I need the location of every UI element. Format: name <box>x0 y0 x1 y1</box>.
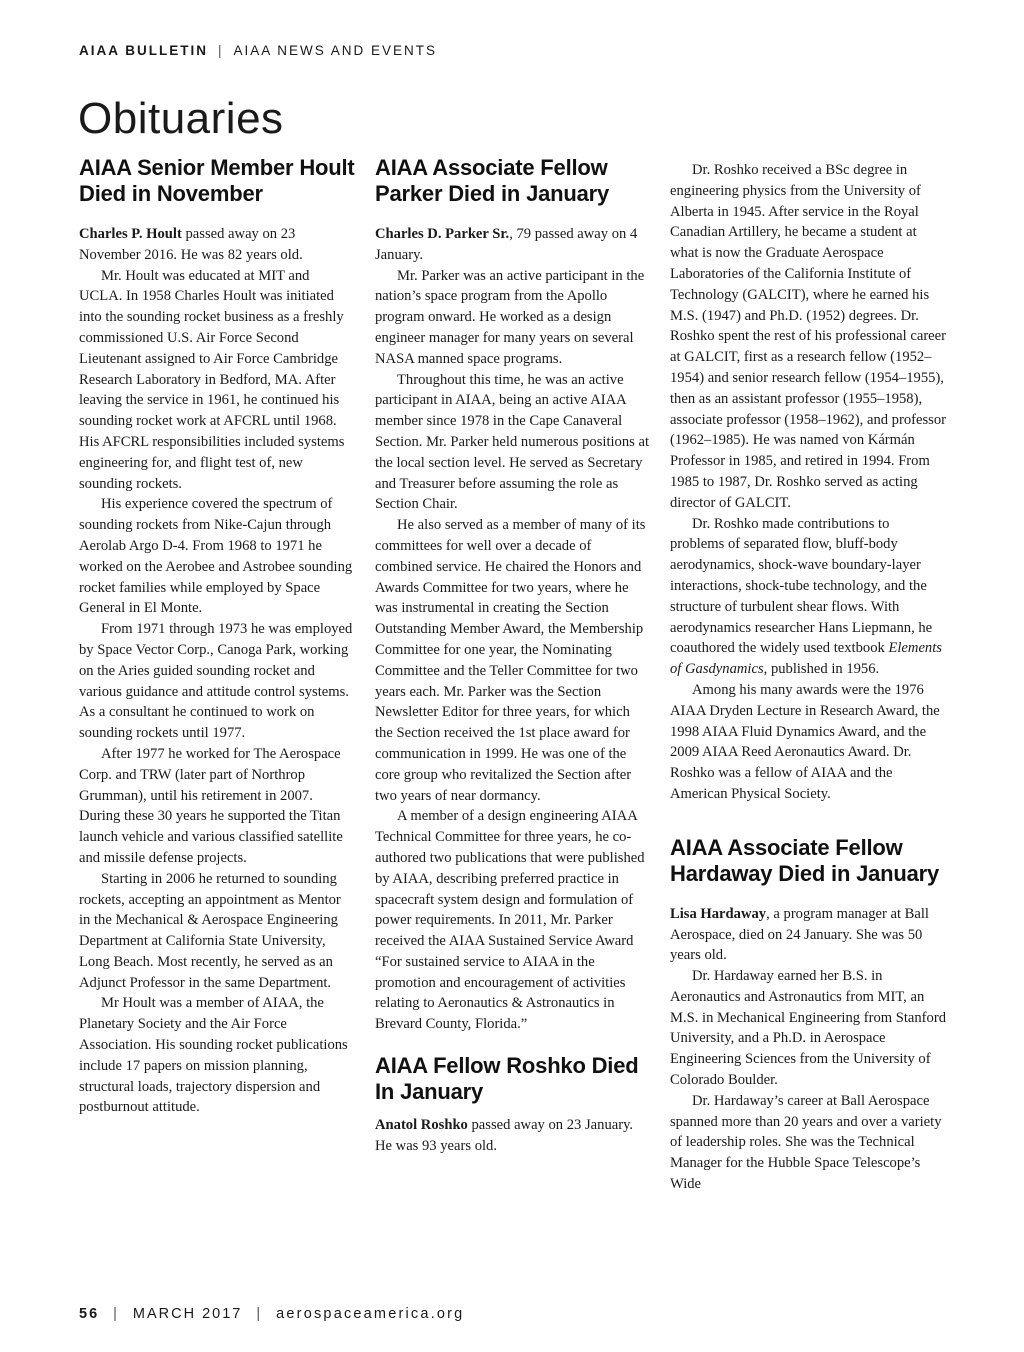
body-paragraph: He also served as a member of many of its committees for well over a decade of combined service. He chaired the Honors and Awards Committee for two years, where he was instrumental in creating the Section Outstanding Member Award, the Membership Committee for one year, the Nominating Committee and the Teller Committee for two years each. Mr. Parker was the Section Newsletter Editor for three years, for which the Section received the 1st place award for communication in 1999. He was one of the core group who revitalized the Section after two years of near dormancy. <box>375 517 646 804</box>
obituary-roshko-continued <box>670 155 946 805</box>
body-paragraph: Starting in 2006 he returned to sounding rockets, accepting an appointment as Mentor in the Mechanical & Aerospace Engineering Department at California State University, Long Beach. Most recently, he served as an Adjunct Professor in the same Department. <box>79 870 341 991</box>
obituary-parker <box>375 155 651 1035</box>
body-paragraph: Mr Hoult was a member of AIAA, the Planetary Society and the Air Force Association. His sounding rocket publications include 17 papers on mission planning, structural loads, trajectory dispersion and postburnout attitude. <box>79 995 348 1116</box>
running-header <box>79 43 437 58</box>
body-paragraph: Dr. Hardaway earned her B.S. in Aeronautics and Astronautics from MIT, an M.S. in Mechanical Engineering from Stanford University, and a Ph.D. in Aerospace Engineering Sciences from the University of Colorado Boulder. <box>670 968 946 1089</box>
column-3 <box>670 155 946 1195</box>
body-paragraph: Throughout this time, he was an active participant in AIAA, being an active AIAA member since 1978 in the Cape Canaveral Section. Mr. Parker held numerous positions at the local section level. He served as Secretary and Treasurer before assuming the role as Section Chair. <box>375 371 650 513</box>
footer-separator: | <box>256 1306 263 1322</box>
header-separator: | <box>218 43 224 58</box>
person-name: Charles D. Parker Sr. <box>375 226 510 242</box>
obituary-hardaway <box>670 835 946 1195</box>
issue-date: MARCH 2017 <box>132 1306 243 1322</box>
headline-roshko: AIAA Fellow Roshko Died In January <box>375 1053 639 1105</box>
headline-hoult: AIAA Senior Member Hoult Died in November <box>79 155 355 206</box>
body-paragraph: A member of a design engineering AIAA Technical Committee for three years, he co-authored two publications that were published by AIAA, describing preferred practice in spacecraft system design and formulation of power requirements. In 2011, Mr. Parker received the AIAA Sustained Service Award “For sustained service to AIAA in the promotion and encouragement of activities relating to Aeronautics & Astronautics in Brevard County, Florida.” <box>375 808 645 1033</box>
body-paragraph: Mr. Hoult was educated at MIT and UCLA. In 1958 Charles Hoult was initiated into the sounding rocket business as a freshly commissioned U.S. Air Force Second Lieutenant assigned to Air Force Cambridge Research Laboratory in Bedford, MA. After leaving the service in 1961, he continued his sounding rocket work at AFCRL until 1968. His AFCRL responsibilities included systems engineering for, and flight test of, new sounding rockets. <box>79 267 345 492</box>
body-paragraph: After 1977 he worked for The Aerospace Corp. and TRW (later part of Northrop Grumman), until his retirement in 2007. During these 30 years he supported the Titan launch vehicle and various classified satellite and missile defense projects. <box>79 745 343 866</box>
body-paragraph: Dr. Hardaway’s career at Ball Aerospace spanned more than 20 years and over a variety of leadership roles. She was the Technical Manager for the Hubble Space Telescope’s Wide <box>670 1092 942 1193</box>
page-title: Obituaries <box>78 94 284 143</box>
page-footer <box>79 1306 464 1322</box>
book-title: Elements of Gasdynamics <box>670 640 942 678</box>
column-2 <box>375 155 651 1157</box>
body-paragraph: Dr. Roshko received a BSc degree in engineering physics from the University of Alberta in 1945. After service in the Royal Canadian Artillery, he became a student at what is now the Graduate Aerospace Laboratories of the California Institute of Technology (GALCIT), where he earned his M.S. (1947) and Ph.D. (1952) degrees. Dr. Roshko spent the rest of his professional career at GALCIT, first as a research fellow (1952–1954) and senior research fellow (1954–1955), then as an assistant professor (1955–1958), associate professor (1958–1962), and professor (1962–1985). He was named von Kármán Professor in 1985, and retired in 1994. From 1985 to 1987, Dr. Roshko served as acting director of GALCIT. <box>670 162 946 511</box>
body-paragraph: From 1971 through 1973 he was employed by Space Vector Corp., Canoga Park, working on the Aries guided sounding rocket and various guidance and attitude control systems. As a consultant he continued to work on sounding rockets until 1977. <box>79 621 353 742</box>
website-url: aerospaceamerica.org <box>276 1306 465 1322</box>
person-name: Anatol Roshko <box>375 1117 468 1134</box>
body-paragraph: Mr. Parker was an active participant in the nation’s space program from the Apollo program onward. He worked as a design engineer manager for many years on several NASA manned space programs. <box>375 267 645 367</box>
person-name: Lisa Hardaway <box>670 905 767 922</box>
obituary-hoult <box>79 155 355 1118</box>
page-number: 56 <box>79 1306 100 1322</box>
lead-paragraph: Lisa Hardaway, a program manager at Ball Aerospace, died on 24 January. She was 50 years old. <box>670 905 929 964</box>
obituary-roshko-start <box>375 1053 651 1157</box>
section-name: AIAA NEWS AND EVENTS <box>233 43 438 58</box>
person-name: Charles P. Hoult <box>79 226 182 242</box>
headline-parker: AIAA Associate Fellow Parker Died in January <box>375 155 610 206</box>
lead-paragraph: Charles P. Hoult passed away on 23 November 2016. He was 82 years old. <box>79 226 303 263</box>
lead-paragraph: Charles D. Parker Sr., 79 passed away on 4 January. <box>375 226 638 263</box>
publication-name: AIAA BULLETIN <box>79 43 208 58</box>
body-paragraph: Dr. Roshko made contributions to problems of separated flow, bluff-body aerodynamics, shock-wave boundary-layer interactions, shock-tube technology, and the structure of turbulent shear flows. With aerodynamics researcher Hans Liepmann, he coauthored the widely used textbook Elements of Gasdynamics, published in 1956. <box>670 515 942 678</box>
lead-paragraph: Anatol Roshko passed away on 23 January. He was 93 years old. <box>375 1117 634 1154</box>
column-1 <box>79 155 355 1118</box>
body-paragraph: His experience covered the spectrum of sounding rockets from Nike-Cajun through Aerolab Argo D-4. From 1968 to 1971 he worked on the Aerobee and Astrobee sounding rocket families while employed by Space General in El Monte. <box>79 496 353 617</box>
body-paragraph: Among his many awards were the 1976 AIAA Dryden Lecture in Research Award, the 1998 AIAA Fluid Dynamics Award, and the 2009 AIAA Reed Aeronautics Award. Dr. Roshko was a fellow of AIAA and the American Physical Society. <box>670 681 940 802</box>
headline-hardaway: AIAA Associate Fellow Hardaway Died in January <box>670 834 940 886</box>
footer-separator: | <box>113 1306 119 1322</box>
